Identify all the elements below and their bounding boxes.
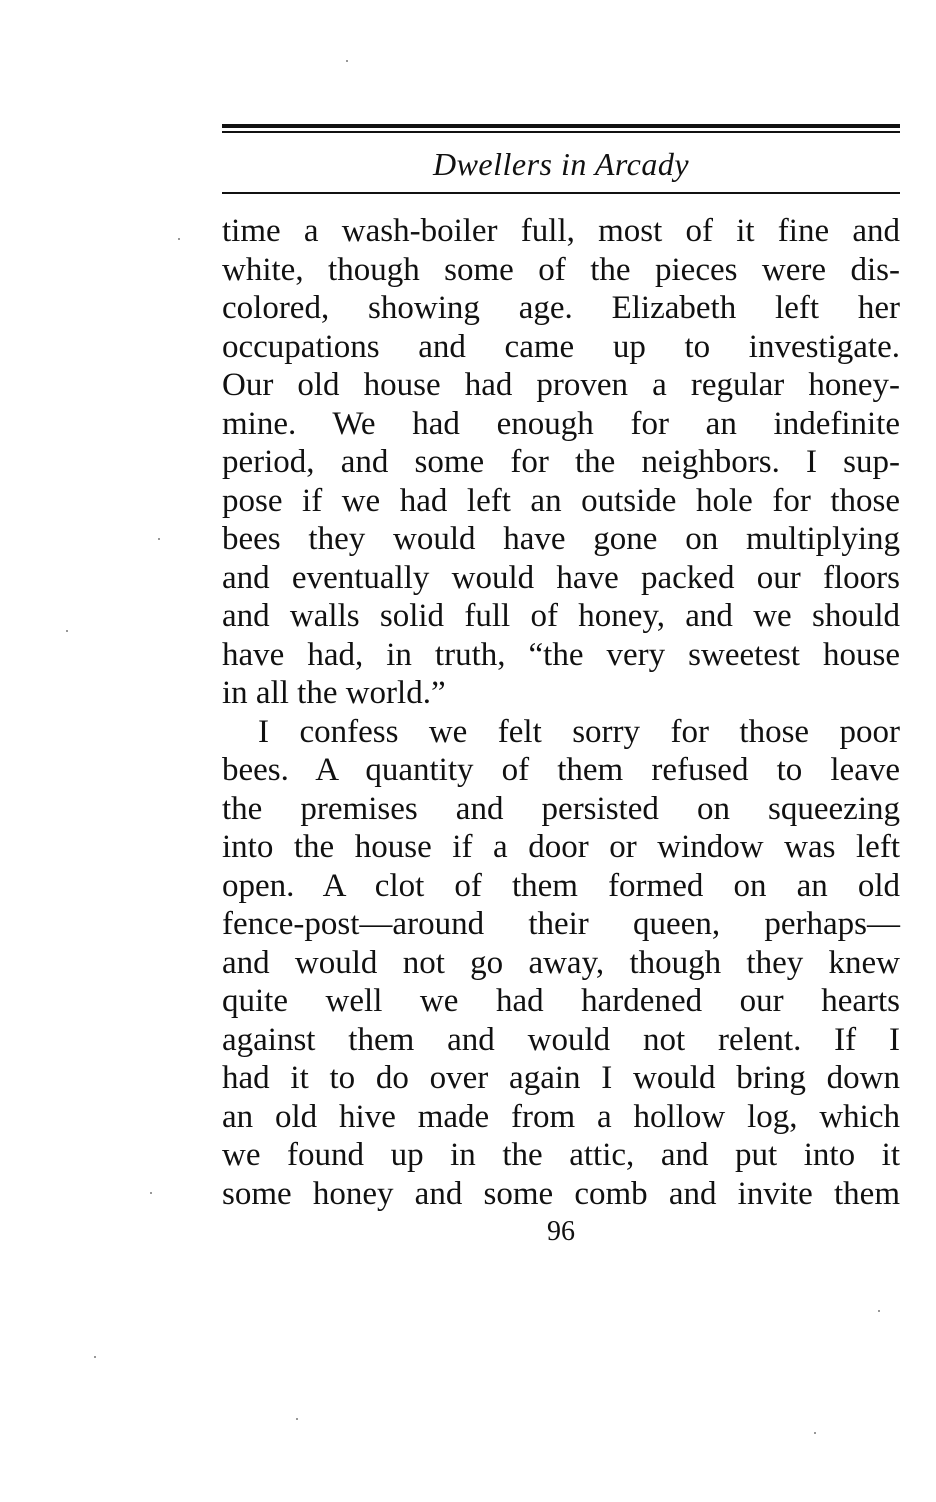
text-line: the premises and persisted on squeezing bbox=[222, 790, 900, 827]
header-double-rule bbox=[222, 124, 900, 134]
text-line: open. A clot of them formed on an old bbox=[222, 867, 900, 904]
paragraph-2 bbox=[222, 713, 900, 1214]
text-line: bees. A quantity of them refused to leave bbox=[222, 752, 900, 788]
text-line: into the house if a door or window was left bbox=[222, 829, 900, 865]
scan-speck bbox=[94, 1356, 96, 1358]
scan-speck bbox=[878, 1310, 880, 1312]
running-head: Dwellers in Arcady bbox=[432, 146, 690, 182]
text-line: pose if we had left an outside hole for those bbox=[222, 482, 900, 519]
text-line: time a wash-boiler full, most of it fine and bbox=[222, 213, 900, 249]
text-line: fence-post—around their queen, perhaps— bbox=[222, 906, 900, 942]
text-line: some honey and some comb and invite them bbox=[222, 1175, 900, 1212]
text-line: mine. We had enough for an indefinite bbox=[222, 405, 900, 442]
text-line: we found up in the attic, and put into it bbox=[222, 1137, 900, 1173]
text-line: and eventually would have packed our floors bbox=[222, 559, 900, 596]
text-line: and would not go away, though they knew bbox=[222, 944, 900, 981]
text-line: in all the world.” bbox=[222, 675, 446, 711]
body-text bbox=[222, 212, 900, 1213]
text-line: period, and some for the neighbors. I sup- bbox=[222, 444, 900, 480]
scan-speck bbox=[150, 1192, 152, 1194]
header-rule-thick bbox=[222, 124, 900, 128]
scan-speck bbox=[346, 60, 348, 62]
text-line: an old hive made from a hollow log, which bbox=[222, 1098, 900, 1135]
scan-speck bbox=[178, 238, 180, 240]
text-line: I confess we felt sorry for those poor bbox=[258, 713, 900, 750]
scan-speck bbox=[814, 1432, 816, 1434]
running-head-underline bbox=[222, 192, 900, 194]
text-line: white, though some of the pieces were dis- bbox=[222, 251, 900, 288]
paragraph-1 bbox=[222, 212, 900, 713]
text-line: bees they would have gone on multiplying bbox=[222, 521, 900, 557]
text-line: colored, showing age. Elizabeth left her bbox=[222, 290, 900, 326]
header-rule-thin bbox=[222, 131, 900, 133]
scan-speck bbox=[158, 538, 160, 540]
text-line: against them and would not relent. If I bbox=[222, 1021, 900, 1058]
scan-speck bbox=[296, 1418, 298, 1420]
text-line: had it to do over again I would bring down bbox=[222, 1060, 900, 1096]
text-line: have had, in truth, “the very sweetest house bbox=[222, 636, 900, 673]
page-number: 96 bbox=[547, 1216, 575, 1247]
scan-speck bbox=[66, 630, 68, 632]
text-line: Our old house had proven a regular honey- bbox=[222, 367, 900, 403]
text-line: and walls solid full of honey, and we should bbox=[222, 598, 900, 634]
text-line: occupations and came up to investigate. bbox=[222, 328, 900, 365]
text-line: quite well we had hardened our hearts bbox=[222, 983, 900, 1019]
